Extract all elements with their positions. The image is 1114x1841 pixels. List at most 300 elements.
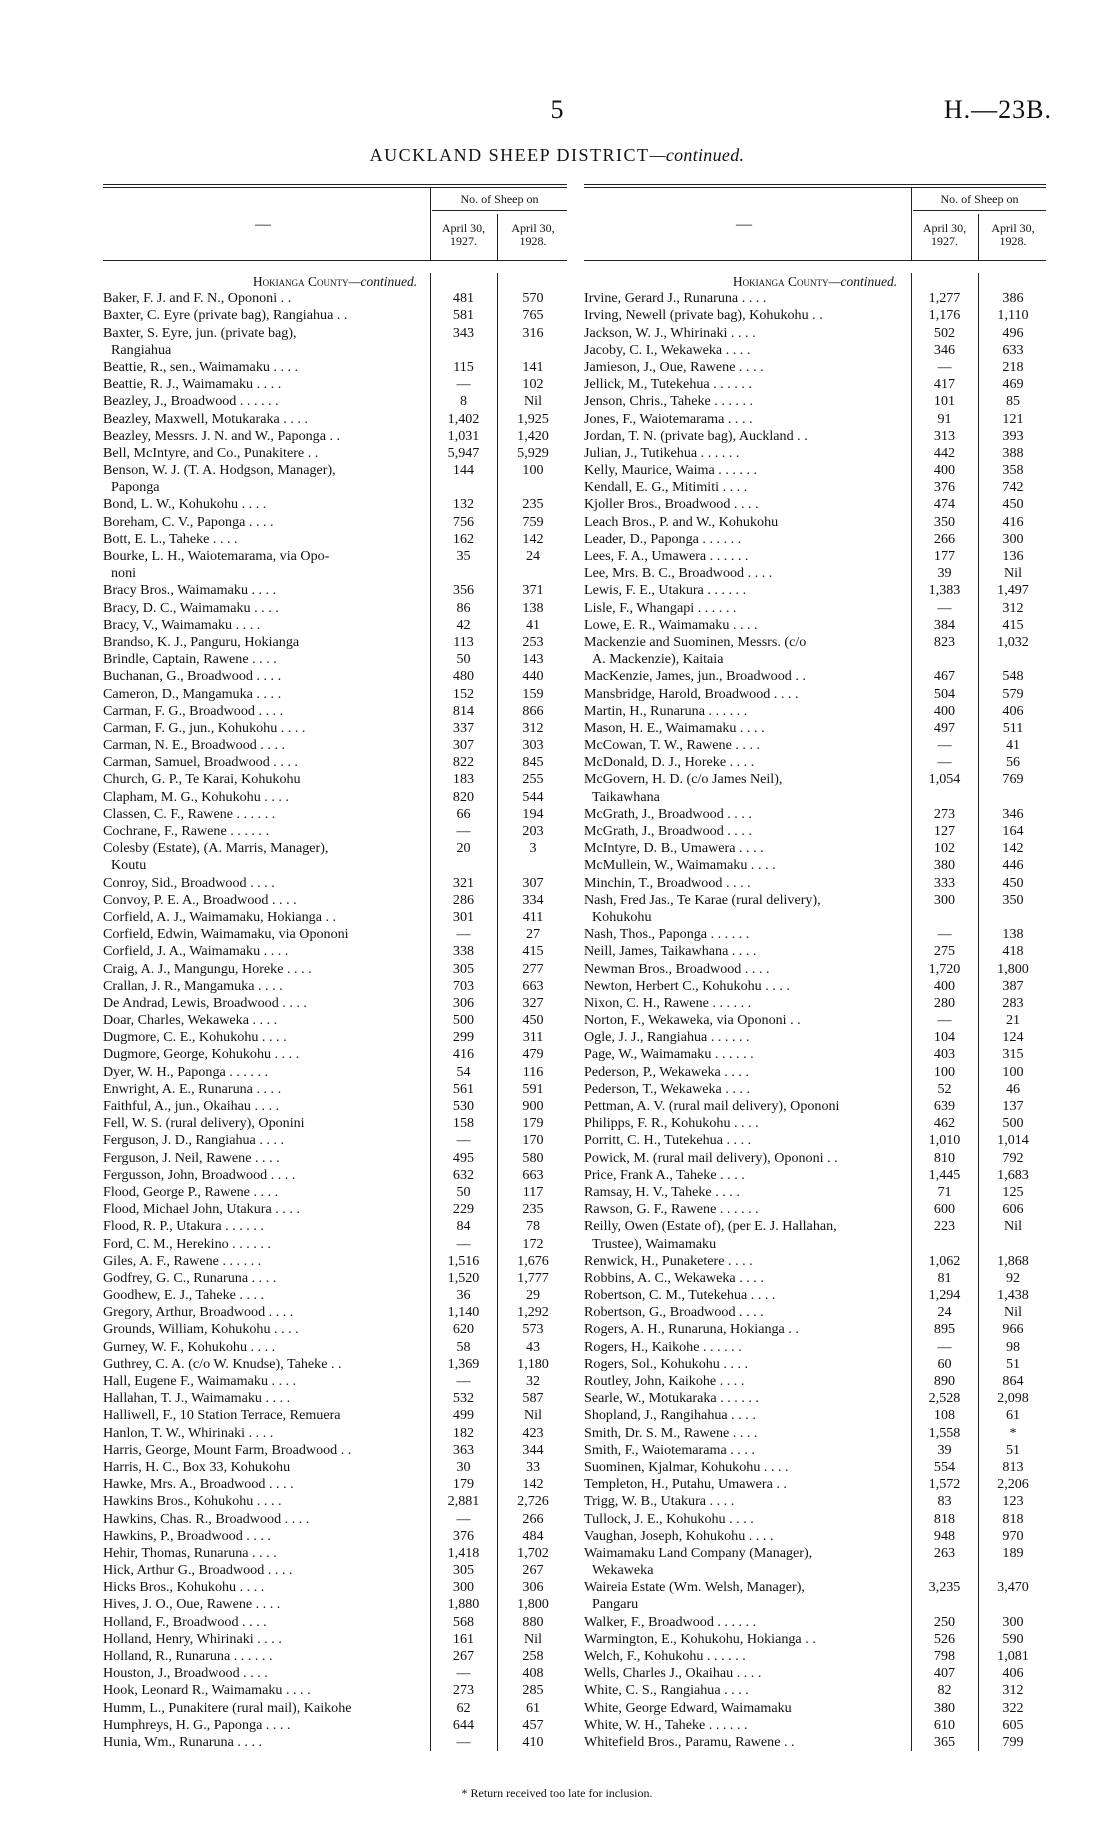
sheep-count-1928: 590 (1002, 1630, 1024, 1647)
table-row (584, 428, 1046, 445)
sheep-count-1927: 1,516 (447, 1252, 480, 1269)
owner-name: White, W. H., Taheke . . . . . . (584, 1716, 748, 1733)
owner-name: Flood, Michael John, Utakura . . . . (103, 1201, 300, 1218)
owner-name: Mason, H. E., Waimamaku . . . . (584, 719, 765, 736)
header-col-1928: April 30, 1928. (511, 221, 555, 248)
sheep-count-1927: 350 (933, 513, 956, 530)
sheep-count-1928: 1,683 (997, 1166, 1029, 1183)
page-number: 5 (550, 95, 564, 124)
owner-name: Gregory, Arthur, Broadwood . . . . (103, 1304, 294, 1321)
sheep-count-1928: 742 (1002, 479, 1024, 496)
owner-name: Kohukohu (592, 908, 652, 925)
table-row (103, 1545, 567, 1562)
owner-name: noni (111, 565, 137, 582)
sheep-count-1927: 504 (933, 685, 956, 702)
table-row (584, 840, 1046, 857)
table-row (584, 789, 1046, 806)
table-row (584, 857, 1046, 874)
sheep-count-1928: Nil (1003, 1218, 1022, 1235)
sheep-count-1928: 416 (1002, 513, 1024, 530)
table-row (584, 1081, 1046, 1098)
sheep-count-1928: 98 (1005, 1338, 1021, 1355)
sheep-count-1927: 343 (452, 324, 475, 341)
sheep-count-1928: 864 (1002, 1373, 1024, 1389)
sheep-count-1927: 286 (452, 891, 475, 908)
sheep-count-1927: 102 (933, 840, 956, 857)
table-row (103, 823, 567, 840)
sheep-count-1928: 469 (1002, 376, 1024, 393)
county-heading (584, 273, 1046, 290)
sheep-count-1928: 172 (522, 1235, 544, 1252)
sheep-count-1928: 2,098 (997, 1390, 1029, 1407)
sheep-count-1927: 820 (452, 788, 475, 805)
header-divider (497, 214, 498, 260)
sheep-count-1927: 313 (933, 427, 956, 444)
table-row (584, 1064, 1046, 1081)
sheep-count-1927: 1,054 (928, 771, 961, 788)
sheep-count-1928: 423 (522, 1424, 544, 1441)
table-row (584, 1665, 1046, 1682)
sheep-count-1927: 1,880 (447, 1596, 480, 1613)
owner-name: Cochrane, F., Rawene . . . . . . (103, 823, 270, 839)
owner-name: Brindle, Captain, Rawene . . . . (103, 651, 277, 668)
sheep-count-1928: 1,777 (517, 1269, 549, 1286)
owner-name: Jackson, W. J., Whirinaki . . . . (584, 324, 756, 341)
owner-name: Irvine, Gerard J., Runaruna . . . . (584, 290, 767, 307)
sheep-count-1927: 1,062 (928, 1252, 961, 1269)
table-row (584, 1442, 1046, 1459)
owner-name: Cameron, D., Mangamuka . . . . (103, 685, 282, 702)
table-row (584, 1717, 1046, 1734)
sheep-count-1927: 400 (933, 462, 956, 479)
sheep-count-1928: 253 (522, 633, 544, 650)
sheep-count-1928: 159 (522, 685, 544, 702)
sheep-count-1927: 162 (452, 530, 475, 547)
sheep-count-1927: 380 (933, 857, 956, 874)
table-row (103, 995, 567, 1012)
sheep-count-1928: 1,110 (997, 307, 1029, 324)
owner-name: Holland, F., Broadwood . . . . (103, 1613, 267, 1630)
sheep-count-1928: 194 (522, 805, 544, 822)
header-col-1928: April 30, 1928. (991, 221, 1035, 248)
sheep-count-1927: 474 (933, 496, 956, 513)
owner-name: Pettman, A. V. (rural mail delivery), Opononi (584, 1098, 840, 1114)
table-row (103, 978, 567, 995)
table-row (584, 703, 1046, 720)
county-heading (103, 273, 567, 290)
table-row (584, 806, 1046, 823)
sheep-count-1927: 275 (933, 943, 956, 960)
owner-name: Rogers, H., Kaikohe . . . . . . (584, 1338, 742, 1355)
sheep-count-1928: 1,032 (997, 633, 1029, 650)
table-body (584, 273, 1046, 1751)
table-row (103, 754, 567, 771)
header-divider (911, 188, 912, 260)
sheep-count-1927: 639 (933, 1098, 956, 1114)
sheep-count-1928: 61 (1005, 1407, 1021, 1424)
table-row (103, 1631, 567, 1648)
owner-name: Lowe, E. R., Waimamaku . . . . (584, 616, 758, 633)
owner-name: Leader, D., Paponga . . . . . . (584, 530, 742, 547)
sheep-count-1927: 403 (933, 1046, 956, 1063)
owner-name: Walker, F., Broadwood . . . . . . (584, 1613, 757, 1630)
sheep-count-1927: 50 (456, 1183, 471, 1200)
sheep-count-1927: 502 (933, 324, 956, 341)
table-row (103, 1321, 567, 1338)
owner-name: Whitefield Bros., Paramu, Rawene . . (584, 1733, 795, 1750)
sheep-count-1928: 136 (1002, 548, 1024, 564)
owner-name: Wekaweka (592, 1562, 654, 1579)
table-row (584, 359, 1046, 376)
sheep-count-1927: 127 (933, 823, 956, 839)
table-row (103, 926, 567, 943)
table-row (584, 1321, 1046, 1338)
table-row (103, 1425, 567, 1442)
sheep-count-1927: 346 (933, 341, 956, 358)
sheep-count-1927: 36 (456, 1287, 471, 1304)
header-divider (978, 214, 979, 260)
table-header (584, 188, 1046, 261)
owner-name: Kendall, E. G., Mitimiti . . . . (584, 479, 748, 496)
sheep-count-1927: — (456, 926, 471, 943)
sheep-count-1928: 358 (1002, 462, 1024, 479)
sheep-count-1927: 380 (933, 1699, 956, 1716)
owner-name: Leach Bros., P. and W., Kohukohu (584, 513, 779, 530)
sheep-count-1927: 132 (452, 496, 475, 513)
owner-name: Neill, James, Taikawhana . . . . (584, 943, 757, 960)
table-row (584, 1579, 1046, 1596)
sheep-count-1928: 450 (522, 1012, 544, 1029)
table-row (103, 1167, 567, 1184)
sheep-count-1928: 406 (1002, 702, 1024, 719)
table-row (584, 462, 1046, 479)
sheep-count-1927: 568 (452, 1613, 475, 1630)
sheep-count-1928: 866 (522, 702, 544, 719)
table-row (584, 943, 1046, 960)
sheep-count-1927: 71 (937, 1183, 952, 1200)
sheep-count-1927: 24 (937, 1304, 952, 1321)
footnote: * Return received too late for inclusion. (461, 1786, 653, 1800)
page-title (0, 145, 1114, 166)
table-row (103, 514, 567, 531)
owner-name: Hanlon, T. W., Whirinaki . . . . (103, 1424, 274, 1441)
owner-name: Lewis, F. E., Utakura . . . . . . (584, 582, 747, 599)
sheep-count-1928: 283 (1002, 994, 1024, 1011)
sheep-count-1927: 42 (456, 616, 471, 633)
owner-name: Baker, F. J. and F. N., Opononi . . (103, 290, 292, 307)
owner-name: Pederson, P., Wekaweka . . . . (584, 1063, 749, 1080)
sheep-count-1928: 258 (522, 1648, 544, 1664)
sheep-count-1927: 620 (452, 1321, 475, 1338)
owner-name: Craig, A. J., Mangungu, Horeke . . . . (103, 960, 312, 977)
sheep-count-1928: 350 (1002, 891, 1024, 908)
owner-name: Nash, Thos., Paponga . . . . . . (584, 926, 750, 943)
owner-name: Corfield, J. A., Waimamaku . . . . (103, 943, 289, 960)
sheep-count-1928: 511 (1002, 719, 1024, 736)
sheep-count-1927: 1,558 (928, 1424, 961, 1441)
table-row (584, 754, 1046, 771)
table-row (103, 737, 567, 754)
sheep-count-1927: 554 (933, 1458, 956, 1475)
table-row (584, 342, 1046, 359)
sheep-count-1928: 46 (1005, 1080, 1021, 1097)
sheep-count-1928: 388 (1002, 444, 1024, 461)
sheep-count-1928: 312 (522, 719, 544, 736)
sheep-count-1927: 644 (452, 1716, 475, 1733)
owner-name: Ford, C. M., Herekino . . . . . . (103, 1235, 271, 1252)
sheep-count-1927: 481 (452, 290, 475, 307)
table-row (584, 290, 1046, 307)
owner-name: Colesby (Estate), (A. Marris, Manager), (103, 840, 329, 857)
sheep-count-1927: — (937, 754, 952, 771)
sheep-count-1928: 1,180 (517, 1355, 549, 1372)
owner-name: Beazley, Messrs. J. N. and W., Paponga . . (103, 427, 341, 444)
sheep-count-1927: — (937, 1012, 952, 1029)
table-row (584, 1648, 1046, 1665)
owner-name: Warmington, E., Kohukohu, Hokianga . . (584, 1630, 816, 1647)
sheep-count-1927: 798 (933, 1648, 956, 1664)
owner-name: De Andrad, Lewis, Broadwood . . . . (103, 994, 307, 1011)
owner-name: Shopland, J., Rangihahua . . . . (584, 1407, 756, 1424)
sheep-count-1927: 384 (933, 616, 956, 633)
table-row (584, 514, 1046, 531)
table-row (103, 634, 567, 651)
owner-name: Ogle, J. J., Rangiahua . . . . . . (584, 1029, 750, 1046)
owner-name: Giles, A. F., Rawene . . . . . . (103, 1252, 262, 1269)
owner-name: White, George Edward, Waimamaku (584, 1699, 792, 1716)
table-row (103, 479, 567, 496)
table-row (103, 1407, 567, 1424)
table-row (103, 875, 567, 892)
table-row (103, 1734, 567, 1751)
table-row (103, 1717, 567, 1734)
sheep-count-1927: 115 (453, 358, 474, 375)
table-row (103, 806, 567, 823)
county-suffix: —continued. (348, 274, 418, 289)
sheep-count-1927: 526 (933, 1630, 956, 1647)
owner-name: Hawkins, P., Broadwood . . . . (103, 1527, 271, 1544)
sheep-count-1928: Nil (1003, 1304, 1022, 1321)
table-row (103, 1476, 567, 1493)
sheep-count-1927: 703 (452, 977, 475, 994)
right-table (584, 184, 1046, 1751)
owner-name: Hives, J. O., Oue, Rawene . . . . (103, 1596, 281, 1613)
sheep-count-1928: 303 (522, 737, 544, 754)
sheep-count-1928: 845 (522, 754, 544, 771)
sheep-count-1928: Nil (523, 393, 542, 410)
owner-name: McGovern, H. D. (c/o James Neil), (584, 771, 783, 788)
sheep-count-1928: 3,470 (997, 1579, 1029, 1596)
sheep-count-1928: 116 (522, 1063, 544, 1080)
owner-name: Norton, F., Wekaweka, via Opononi . . (584, 1012, 801, 1029)
sheep-count-1927: 1,418 (447, 1544, 480, 1561)
sheep-count-1927: 83 (937, 1493, 952, 1510)
sheep-count-1927: 467 (933, 668, 956, 685)
header-divider (430, 188, 431, 260)
sheep-count-1927: 1,369 (447, 1355, 480, 1372)
sheep-count-1928: 179 (522, 1115, 544, 1132)
owner-name: Humm, L., Punakitere (rural mail), Kaikohe (103, 1699, 352, 1716)
sheep-count-1928: 142 (1002, 840, 1024, 857)
sheep-count-1927: 1,720 (928, 960, 961, 977)
table-row (584, 1545, 1046, 1562)
table-row (103, 961, 567, 978)
sheep-count-1927: 273 (452, 1682, 475, 1699)
owner-name: Church, G. P., Te Karai, Kohukohu (103, 771, 301, 788)
sheep-count-1928: 312 (1002, 1682, 1024, 1699)
table-row (584, 393, 1046, 410)
sheep-count-1928: 266 (522, 1510, 544, 1527)
owner-name: Trustee), Waimamaku (592, 1235, 717, 1252)
sheep-count-1927: 600 (933, 1201, 956, 1218)
county-suffix: —continued. (828, 274, 898, 289)
sheep-count-1928: 410 (522, 1733, 544, 1750)
sheep-count-1927: 321 (452, 874, 475, 891)
table-row (584, 1270, 1046, 1287)
sheep-count-1927: 300 (933, 891, 956, 908)
header-col-1927: April 30, 1927. (922, 221, 967, 248)
sheep-count-1928: 1,925 (517, 410, 549, 427)
sheep-count-1927: 30 (456, 1458, 471, 1475)
sheep-count-1928: 484 (522, 1527, 544, 1544)
sheep-count-1927: 632 (452, 1166, 475, 1183)
table-row (584, 1511, 1046, 1528)
owner-name: Wells, Charles J., Okaihau . . . . (584, 1665, 762, 1682)
sheep-count-1928: 1,081 (997, 1648, 1029, 1664)
owner-name: Lisle, F., Whangapi . . . . . . (584, 599, 737, 616)
owner-name: Grounds, William, Kohukohu . . . . (103, 1321, 299, 1338)
table-row (103, 411, 567, 428)
owner-name: Beazley, Maxwell, Motukaraka . . . . (103, 410, 308, 427)
sheep-count-1928: 170 (522, 1132, 544, 1149)
sheep-count-1927: 400 (933, 702, 956, 719)
sheep-count-1927: 356 (452, 582, 475, 599)
owner-name: Rogers, A. H., Runaruna, Hokianga . . (584, 1321, 799, 1338)
owner-name: Humphreys, H. G., Paponga . . . . (103, 1716, 291, 1733)
owner-name: Halliwell, F., 10 Station Terrace, Remuera (103, 1407, 341, 1424)
owner-name: Ferguson, J. Neil, Rawene . . . . (103, 1149, 280, 1166)
table-row (584, 875, 1046, 892)
owner-name: Ramsay, H. V., Taheke . . . . (584, 1183, 740, 1200)
owner-name: McMullein, W., Waimamaku . . . . (584, 857, 776, 874)
owner-name: Carman, Samuel, Broadwood . . . . (103, 754, 298, 771)
sheep-count-1928: 32 (525, 1373, 541, 1389)
owner-name: Hawkins, Chas. R., Broadwood . . . . (103, 1510, 310, 1527)
table-row (103, 565, 567, 582)
sheep-count-1927: 948 (933, 1527, 956, 1544)
owner-name: Baxter, C. Eyre (private bag), Rangiahua . . (103, 307, 348, 324)
sheep-count-1928: 85 (1005, 393, 1021, 410)
sheep-count-1928: 1,676 (517, 1252, 549, 1269)
table-row (584, 1201, 1046, 1218)
owner-name: Koutu (111, 857, 147, 874)
table-row (103, 703, 567, 720)
sheep-count-1928: 765 (522, 307, 544, 324)
sheep-count-1928: 61 (525, 1699, 541, 1716)
county-name: Hokianga County (252, 274, 349, 289)
owner-name: Trigg, W. B., Utakura . . . . (584, 1493, 735, 1510)
sheep-count-1927: 610 (933, 1716, 956, 1733)
sheep-count-1928: 573 (522, 1321, 544, 1338)
sheep-count-1928: 446 (1002, 857, 1024, 874)
table-row (584, 634, 1046, 651)
owner-name: Flood, R. P., Utakura . . . . . . (103, 1218, 264, 1235)
sheep-count-1927: 1,140 (447, 1304, 480, 1321)
sheep-count-1927: 890 (933, 1373, 956, 1389)
sheep-count-1927: 305 (452, 1562, 475, 1579)
sheep-count-1927: 532 (452, 1390, 475, 1407)
sheep-count-1928: 587 (522, 1390, 544, 1407)
table-row (103, 789, 567, 806)
table-row (584, 720, 1046, 737)
owner-name: Bracy Bros., Waimamaku . . . . (103, 582, 277, 599)
sheep-count-1928: 580 (522, 1149, 544, 1166)
sheep-count-1928: 2,206 (997, 1476, 1029, 1493)
table-row (103, 1562, 567, 1579)
owner-name: Vaughan, Joseph, Kohukohu . . . . (584, 1527, 774, 1544)
sheep-count-1928: 393 (1002, 427, 1024, 444)
sheep-count-1928: 100 (522, 462, 544, 479)
table-row (103, 617, 567, 634)
sheep-count-1928: 2,726 (517, 1493, 549, 1510)
sheep-count-1927: 300 (452, 1579, 475, 1596)
owner-name: White, C. S., Rangiahua . . . . (584, 1682, 749, 1699)
sheep-count-1927: 273 (933, 805, 956, 822)
sheep-count-1927: — (456, 1510, 471, 1527)
owner-name: Minchin, T., Broadwood . . . . (584, 874, 751, 891)
sheep-count-1927: 500 (452, 1012, 475, 1029)
sheep-count-1927: 266 (933, 530, 956, 547)
sheep-count-1927: 58 (456, 1338, 471, 1355)
table-row (103, 1064, 567, 1081)
owner-name: Robbins, A. C., Wekaweka . . . . (584, 1269, 764, 1286)
sheep-count-1927: 305 (452, 960, 475, 977)
sheep-count-1928: 24 (525, 548, 541, 564)
owner-name: Waireia Estate (Wm. Welsh, Manager), (584, 1579, 805, 1596)
owner-name: Smith, F., Waiotemarama . . . . (584, 1441, 755, 1458)
owner-name: Robertson, C. M., Tutekehua . . . . (584, 1287, 776, 1304)
sheep-count-1928: 1,497 (997, 582, 1029, 599)
sheep-count-1927: 223 (933, 1218, 956, 1235)
sheep-count-1928: 277 (522, 960, 544, 977)
owner-name: Bracy, V., Waimamaku . . . . (103, 616, 261, 633)
owner-name: Hallahan, T. J., Waimamaku . . . . (103, 1390, 291, 1407)
sheep-count-1927: 499 (452, 1407, 475, 1424)
sheep-count-1927: 108 (933, 1407, 956, 1424)
table-row (584, 651, 1046, 668)
owner-name: Flood, George P., Rawene . . . . (103, 1183, 279, 1200)
sheep-count-1927: 113 (453, 633, 474, 650)
table-row (103, 909, 567, 926)
sheep-count-1928: 970 (1002, 1527, 1024, 1544)
table-row (584, 1150, 1046, 1167)
owner-name: Ferguson, J. D., Rangiahua . . . . (103, 1132, 284, 1149)
table-row (584, 479, 1046, 496)
owner-name: Mansbridge, Harold, Broadwood . . . . (584, 685, 799, 702)
owner-name: Enwright, A. E., Runaruna . . . . (103, 1080, 282, 1097)
table-row (584, 892, 1046, 909)
owner-name: Tullock, J. E., Kohukohu . . . . (584, 1510, 754, 1527)
sheep-count-1927: 60 (937, 1355, 952, 1372)
table-row (584, 1528, 1046, 1545)
header-group-label: No. of Sheep on (432, 192, 567, 211)
sheep-count-1928: 1,292 (517, 1304, 549, 1321)
sheep-count-1927: 1,031 (447, 427, 480, 444)
table-row (584, 1304, 1046, 1321)
sheep-count-1928: 100 (1002, 1063, 1024, 1080)
table-row (103, 582, 567, 599)
sheep-count-1928: 1,420 (517, 427, 549, 444)
